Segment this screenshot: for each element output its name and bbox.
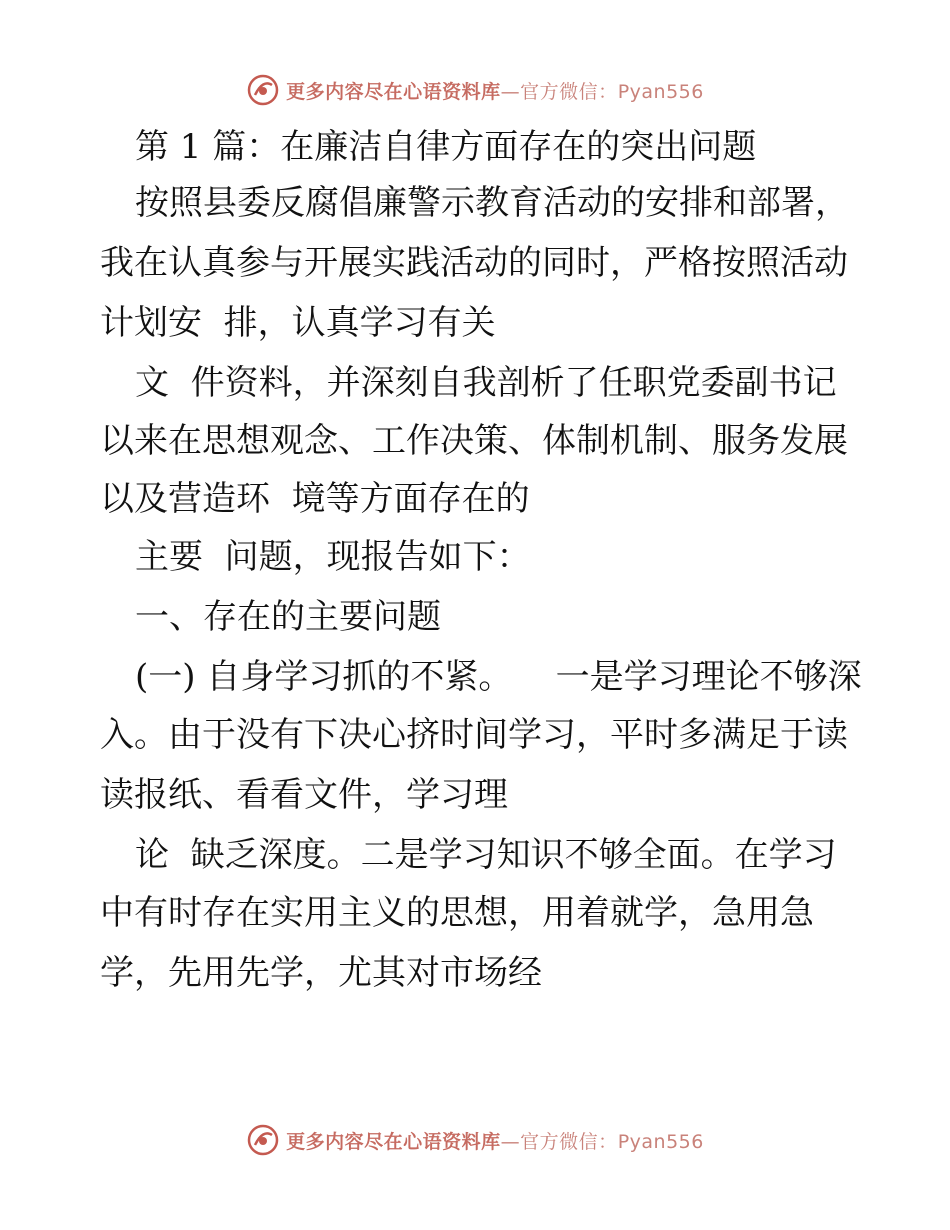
footer-watermark-banner [0, 1120, 950, 1160]
paragraph-line: 论 缺乏深度。二是学习知识不够全面。在学习 [135, 835, 837, 875]
banner-wechat-label: 官方微信： [520, 80, 618, 103]
paragraph-line: 以及营造环 境等方面存在的 [100, 479, 530, 519]
banner-separator: — [500, 1130, 521, 1153]
header-watermark-banner [0, 70, 950, 110]
section-heading: 一、存在的主要问题 [135, 597, 441, 637]
paragraph-line: 以来在思想观念、工作决策、体制机制、服务发展 [100, 421, 848, 461]
banner-wechat-id: Pyan556 [617, 80, 704, 103]
banner-separator: — [500, 80, 521, 103]
paragraph-line: 计划安 排，认真学习有关 [100, 303, 496, 343]
paragraph-line: 按照县委反腐倡廉警示教育活动的安排和部署， [135, 183, 849, 223]
paragraph-line: 学，先用先学，尤其对市场经 [100, 953, 542, 993]
banner-wechat-label: 官方微信： [520, 1130, 618, 1153]
paragraph-line: 主要 问题，现报告如下： [135, 537, 531, 577]
paragraph-line: 中有时存在实用主义的思想，用着就学，急用急 [100, 893, 814, 933]
banner-brand-text: 更多内容尽在心语资料库 [286, 80, 501, 103]
banner-wechat-id: Pyan556 [617, 1130, 704, 1153]
brand-logo-icon [246, 73, 280, 107]
banner-brand-text: 更多内容尽在心语资料库 [286, 1130, 501, 1153]
paragraph-line: 读报纸、看看文件，学习理 [100, 775, 508, 815]
paragraph-line: 入。由于没有下决心挤时间学习，平时多满足于读 [100, 715, 848, 755]
document-title: 第 1 篇：在廉洁自律方面存在的突出问题 [135, 127, 757, 167]
paragraph-line: 文 件资料，并深刻自我剖析了任职党委副书记 [135, 363, 837, 403]
subsection-line: (一) 自身学习抓的不紧。 一是学习理论不够深 [135, 657, 862, 697]
brand-logo-icon [246, 1123, 280, 1157]
paragraph-line: 我在认真参与开展实践活动的同时，严格按照活动 [100, 243, 848, 283]
